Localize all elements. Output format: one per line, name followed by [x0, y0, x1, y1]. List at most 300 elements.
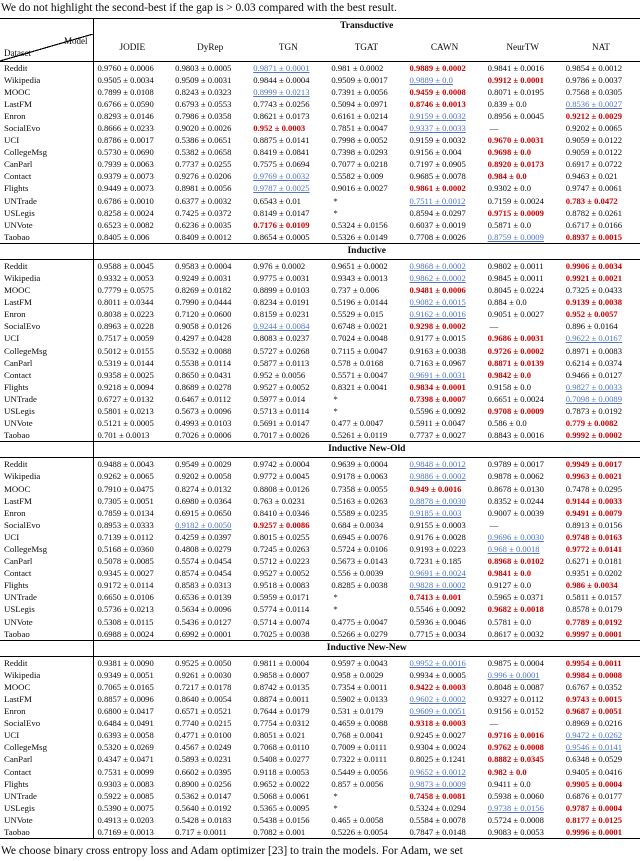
- table-row: [0, 814, 640, 826]
- table-row: [0, 74, 640, 86]
- table-row: [0, 86, 640, 98]
- result-cell: 0.7511 ± 0.0012: [409, 195, 466, 206]
- dataset-label: Reddit: [0, 61, 93, 74]
- dataset-label: CollegeMsg: [0, 146, 93, 158]
- result-cell: 0.9687 ± 0.0051: [565, 706, 623, 717]
- result-cell: 0.9868 ± 0.0002: [409, 260, 466, 271]
- result-cell: *: [333, 406, 338, 417]
- result-cell: 0.7779 ± 0.0575: [97, 285, 154, 296]
- result-cell: 0.9381 ± 0.0090: [97, 657, 154, 668]
- result-cell: 0.5382 ± 0.0658: [175, 147, 232, 158]
- result-cell: 0.717 ± 0.0011: [171, 826, 249, 839]
- result-cell: 0.8953 ± 0.0333: [97, 519, 154, 530]
- result-cell: 0.7754 ± 0.0312: [253, 718, 310, 729]
- dataset-label: Flights: [0, 778, 93, 790]
- result-cell: 0.5168 ± 0.0360: [97, 543, 154, 554]
- table-row: [0, 110, 640, 122]
- result-cell: 0.5582 ± 0.009: [331, 171, 384, 182]
- result-cell: 0.9527 ± 0.0052: [253, 381, 310, 392]
- result-cell: 0.7082 ± 0.001: [249, 826, 327, 839]
- dataset-label: Flights: [0, 381, 93, 393]
- result-cell: 0.9185 ± 0.003: [409, 507, 462, 518]
- result-cell: 0.9527 ± 0.0052: [253, 568, 310, 579]
- result-cell: 0.9358 ± 0.0025: [97, 369, 154, 380]
- result-cell: 0.7939 ± 0.0063: [97, 159, 154, 170]
- result-cell: 0.8243 ± 0.0323: [175, 86, 232, 97]
- result-cell: 0.7398 ± 0.0007: [409, 393, 466, 404]
- result-cell: 0.9772 ± 0.0045: [253, 471, 310, 482]
- result-cell: 0.9159 ± 0.0032: [409, 135, 466, 146]
- result-cell: 0.5436 ± 0.0127: [175, 616, 232, 627]
- result-cell: 0.9841 ± 0.0016: [487, 62, 544, 73]
- result-cell: 0.9261 ± 0.0030: [175, 669, 232, 680]
- dataset-label: UNVote: [0, 814, 93, 826]
- corner-model-label: Model: [64, 36, 88, 46]
- result-cell: 0.531 ± 0.0179: [331, 706, 384, 717]
- table-row: [0, 417, 640, 429]
- result-cell: 0.5529 ± 0.015: [331, 309, 384, 320]
- result-cell: 0.7169 ± 0.0013: [93, 826, 171, 839]
- result-cell: 0.9652 ± 0.0012: [409, 766, 466, 777]
- result-cell: 0.477 ± 0.0047: [331, 418, 384, 429]
- result-cell: 0.5390 ± 0.0075: [97, 802, 154, 813]
- result-cell: 0.7068 ± 0.0110: [253, 742, 310, 753]
- result-cell: 0.9743 ± 0.0015: [565, 694, 623, 704]
- table-row: [0, 98, 640, 110]
- result-cell: 0.982 ± 0.0: [487, 766, 527, 777]
- table-row: [0, 591, 640, 603]
- result-cell: 0.9332 ± 0.0053: [97, 273, 154, 283]
- result-cell: 0.9509 ± 0.0031: [175, 74, 232, 85]
- table-row: [0, 483, 640, 495]
- result-cell: 0.6992 ± 0.0001: [175, 628, 232, 639]
- result-cell: 0.5714 ± 0.0074: [253, 616, 310, 627]
- result-cell: 0.8920 ± 0.0173: [487, 159, 544, 170]
- dataset-label: Enron: [0, 110, 93, 122]
- result-cell: 0.7990 ± 0.0444: [175, 297, 232, 308]
- result-cell: 0.9984 ± 0.0008: [565, 669, 623, 680]
- result-cell: 0.6467 ± 0.0112: [175, 393, 232, 404]
- dataset-label: MOOC: [0, 86, 93, 98]
- table-row: [0, 284, 640, 296]
- result-cell: 0.8913 ± 0.0156: [565, 519, 623, 530]
- result-cell: 0.5730 ± 0.0690: [97, 147, 154, 158]
- result-cell: 0.9652 ± 0.0022: [253, 778, 310, 789]
- result-cell: 0.857 ± 0.0056: [331, 778, 384, 789]
- dataset-label: SocialEvo: [0, 320, 93, 332]
- result-cell: 0.9963 ± 0.0021: [565, 471, 623, 482]
- result-cell: 0.8405 ± 0.006: [97, 231, 150, 242]
- result-cell: 0.8015 ± 0.0255: [253, 531, 310, 542]
- dataset-label: UCI: [0, 729, 93, 741]
- result-cell: 0.5266 ± 0.0279: [331, 628, 388, 639]
- result-cell: 0.4259 ± 0.0397: [175, 531, 232, 542]
- dataset-label: Contact: [0, 567, 93, 579]
- result-cell: 0.958 ± 0.0029: [331, 669, 384, 680]
- result-cell: 0.7391 ± 0.0056: [331, 86, 388, 97]
- result-cell: 0.7708 ± 0.0026: [409, 231, 466, 242]
- result-cell: *: [333, 195, 338, 206]
- result-cell: 0.4808 ± 0.0279: [175, 543, 232, 554]
- result-cell: 0.9178 ± 0.0063: [331, 471, 388, 482]
- model-header-tgat: TGAT: [327, 34, 405, 61]
- result-cell: 0.8678 ± 0.0130: [487, 483, 544, 494]
- result-cell: 0.8900 ± 0.0256: [175, 778, 232, 789]
- result-cell: 0.7009 ± 0.0111: [331, 742, 388, 753]
- band-spacer: [0, 442, 93, 458]
- result-cell: 0.7231 ± 0.185: [409, 556, 462, 567]
- result-cell: 0.8759 ± 0.0009: [487, 231, 544, 242]
- result-cell: 0.9842 ± 0.0: [487, 369, 532, 380]
- result-cell: 0.9905 ± 0.0004: [565, 778, 623, 789]
- result-cell: 0.8293 ± 0.0146: [97, 110, 154, 121]
- result-cell: 0.9602 ± 0.0002: [409, 694, 466, 704]
- result-cell: 0.9748 ± 0.0163: [565, 531, 623, 542]
- result-cell: 0.6037 ± 0.0019: [409, 219, 466, 230]
- model-header-dyrep: DyRep: [171, 34, 249, 61]
- result-cell: 0.6727 ± 0.0132: [97, 393, 154, 404]
- result-cell: 0.7322 ± 0.0111: [331, 754, 388, 765]
- result-cell: 0.7531 ± 0.0099: [97, 766, 154, 777]
- result-cell: 0.8083 ± 0.0237: [253, 333, 310, 344]
- result-cell: 0.8882 ± 0.0345: [487, 754, 544, 765]
- result-cell: 0.9921 ± 0.0021: [565, 273, 623, 283]
- table-caption-top: We do not highlight the second-best if the gap is > 0.03 compared with the best result.: [1, 2, 397, 14]
- table-row: [0, 555, 640, 567]
- result-cell: 0.8258 ± 0.0024: [97, 207, 154, 218]
- result-cell: 0.9343 ± 0.0013: [331, 273, 388, 283]
- result-cell: 0.5801 ± 0.0213: [97, 406, 154, 417]
- result-cell: 0.9854 ± 0.0012: [565, 62, 623, 73]
- result-cell: 0.5326 ± 0.0149: [331, 231, 388, 242]
- result-cell: 0.8746 ± 0.0013: [409, 98, 466, 109]
- result-cell: 0.9059 ± 0.0122: [565, 135, 623, 146]
- dataset-label: UCI: [0, 332, 93, 344]
- result-cell: 0.783 ± 0.0472: [565, 195, 618, 206]
- result-cell: 0.7740 ± 0.0215: [175, 718, 232, 729]
- band-spacer: [0, 243, 93, 259]
- result-cell: 0.9747 ± 0.0061: [565, 183, 623, 194]
- result-cell: 0.5362 ± 0.0147: [175, 790, 232, 801]
- result-cell: 0.5902 ± 0.0133: [331, 694, 388, 704]
- result-cell: 0.9786 ± 0.0037: [565, 74, 623, 85]
- dataset-label: Flights: [0, 579, 93, 591]
- result-cell: *: [333, 790, 338, 801]
- result-cell: 0.5713 ± 0.0114: [253, 406, 310, 417]
- section-title: Inductive New-Old: [93, 442, 640, 458]
- dataset-model-corner: [0, 34, 93, 61]
- result-cell: 0.5365 ± 0.0095: [253, 802, 310, 813]
- result-cell: 0.5584 ± 0.0078: [409, 814, 466, 825]
- result-cell: 0.9163 ± 0.0038: [409, 345, 466, 356]
- result-cell: 0.9481 ± 0.0006: [409, 285, 466, 296]
- dataset-label: Contact: [0, 369, 93, 381]
- result-cell: 0.6236 ± 0.0035: [175, 219, 232, 230]
- result-cell: 0.9318 ± 0.0003: [409, 718, 466, 729]
- result-cell: 0.7217 ± 0.0178: [175, 681, 232, 692]
- result-cell: 0.5324 ± 0.0156: [331, 219, 388, 230]
- result-cell: 0.9597 ± 0.0043: [331, 657, 388, 668]
- result-cell: 0.9682 ± 0.0018: [487, 604, 544, 615]
- result-cell: 0.8048 ± 0.0087: [487, 681, 544, 692]
- result-cell: 0.6161 ± 0.0214: [331, 110, 388, 121]
- result-cell: 0.7458 ± 0.0081: [409, 790, 466, 801]
- table-row: [0, 495, 640, 507]
- result-cell: 0.952 ± 0.0003: [253, 122, 306, 133]
- result-cell: 0.6748 ± 0.0021: [331, 321, 388, 332]
- result-cell: 0.8038 ± 0.0223: [97, 309, 154, 320]
- result-cell: 0.8871 ± 0.0139: [487, 357, 544, 368]
- result-cell: 0.8808 ± 0.0126: [253, 483, 310, 494]
- result-cell: 0.7998 ± 0.0052: [331, 135, 388, 146]
- result-cell: 0.5094 ± 0.0971: [331, 98, 388, 109]
- dataset-label: Enron: [0, 705, 93, 717]
- result-cell: 0.8875 ± 0.0141: [253, 135, 310, 146]
- result-cell: —: [489, 122, 499, 133]
- result-cell: 0.9708 ± 0.0009: [487, 406, 544, 417]
- result-cell: 0.9298 ± 0.0002: [409, 321, 466, 332]
- result-cell: 0.5571 ± 0.0047: [331, 369, 388, 380]
- result-cell: 0.8899 ± 0.0103: [253, 285, 310, 296]
- result-cell: 0.7325 ± 0.0433: [565, 285, 623, 296]
- table-row: [0, 628, 640, 641]
- result-cell: 0.5724 ± 0.0008: [487, 814, 544, 825]
- result-cell: 0.5449 ± 0.0056: [331, 766, 388, 777]
- table-row: [0, 122, 640, 134]
- result-cell: 0.9738 ± 0.0156: [487, 802, 544, 813]
- result-cell: 0.8274 ± 0.0132: [175, 483, 232, 494]
- result-cell: 0.8742 ± 0.0135: [253, 681, 310, 692]
- result-cell: 0.8071 ± 0.0195: [487, 86, 544, 97]
- table-row: [0, 458, 640, 471]
- result-cell: 0.7859 ± 0.0134: [97, 507, 154, 518]
- result-cell: 0.9118 ± 0.0053: [253, 766, 310, 777]
- table-row: [0, 753, 640, 765]
- result-cell: 0.5438 ± 0.0156: [253, 814, 310, 825]
- result-cell: 0.9257 ± 0.0086: [253, 519, 310, 530]
- result-cell: 0.5546 ± 0.0092: [409, 604, 466, 615]
- table-row: [0, 357, 640, 369]
- dataset-label: MOOC: [0, 681, 93, 693]
- result-cell: 0.9007 ± 0.0039: [487, 507, 544, 518]
- model-header-row: [0, 34, 640, 61]
- result-cell: 0.9802 ± 0.0011: [487, 260, 544, 271]
- dataset-label: CanParl: [0, 753, 93, 765]
- result-cell: 0.9302 ± 0.0: [487, 183, 532, 194]
- dataset-label: USLegis: [0, 405, 93, 417]
- result-cell: 0.9775 ± 0.0031: [253, 273, 310, 283]
- model-header-cawn: CAWN: [406, 34, 484, 61]
- dataset-label: Contact: [0, 766, 93, 778]
- result-cell: 0.9463 ± 0.021: [565, 171, 618, 182]
- result-cell: 0.8269 ± 0.0182: [175, 285, 232, 296]
- result-cell: 0.8321 ± 0.0041: [331, 381, 388, 392]
- result-cell: 0.9886 ± 0.0002: [409, 471, 466, 482]
- result-cell: 0.8025 ± 0.1241: [409, 754, 466, 765]
- result-cell: 0.5736 ± 0.0213: [97, 604, 154, 615]
- result-cell: 0.5589 ± 0.0235: [331, 507, 388, 518]
- result-cell: 0.5911 ± 0.0047: [409, 418, 466, 429]
- table-row: [0, 231, 640, 244]
- result-cell: 0.9159 ± 0.0032: [409, 110, 466, 121]
- table-row: [0, 259, 640, 272]
- result-cell: 0.7120 ± 0.0600: [175, 309, 232, 320]
- result-cell: 0.9861 ± 0.0002: [409, 183, 466, 194]
- result-cell: 0.701 ± 0.0013: [97, 430, 150, 441]
- dataset-label: MOOC: [0, 284, 93, 296]
- table-row: [0, 207, 640, 219]
- result-cell: —: [489, 321, 499, 332]
- result-cell: 0.763 ± 0.0231: [253, 495, 306, 506]
- dataset-label: CollegeMsg: [0, 741, 93, 753]
- result-cell: 0.9845 ± 0.0011: [487, 273, 544, 283]
- result-cell: —: [489, 519, 499, 530]
- result-cell: 0.7025 ± 0.0038: [253, 628, 310, 639]
- model-header-jodie: JODIE: [93, 34, 171, 61]
- dataset-label: Enron: [0, 507, 93, 519]
- result-cell: 0.7024 ± 0.0048: [331, 333, 388, 344]
- result-cell: 0.9202 ± 0.0065: [565, 122, 623, 133]
- result-cell: 0.9992 ± 0.0002: [565, 430, 623, 441]
- table-row: [0, 741, 640, 753]
- dataset-label: Wikipedia: [0, 470, 93, 482]
- result-cell: 0.5163 ± 0.0263: [331, 495, 388, 506]
- result-cell: 0.9715 ± 0.0009: [487, 207, 544, 218]
- result-cell: 0.7847 ± 0.0148: [406, 826, 484, 839]
- table-row: [0, 308, 640, 320]
- result-cell: 0.6717 ± 0.0166: [565, 219, 623, 230]
- result-cell: 0.5308 ± 0.0115: [97, 616, 154, 627]
- result-cell: 0.8969 ± 0.0216: [565, 718, 623, 729]
- result-cell: 0.5324 ± 0.0294: [409, 802, 466, 813]
- result-cell: 0.8843 ± 0.0016: [487, 430, 544, 441]
- table-row: [0, 393, 640, 405]
- dataset-label: LastFM: [0, 296, 93, 308]
- result-cell: 0.8786 ± 0.0017: [97, 135, 154, 146]
- table-row: [0, 567, 640, 579]
- result-cell: 0.7743 ± 0.0256: [253, 98, 310, 109]
- result-cell: 0.9912 ± 0.0001: [487, 74, 544, 85]
- result-cell: 0.9762 ± 0.0008: [487, 742, 544, 753]
- result-cell: 0.9639 ± 0.0004: [331, 459, 388, 470]
- result-cell: *: [333, 393, 338, 404]
- band-spacer: [0, 19, 93, 35]
- result-cell: 0.9696 ± 0.0030: [487, 531, 544, 542]
- result-cell: 0.8971 ± 0.0083: [565, 345, 623, 356]
- result-cell: 0.9549 ± 0.0029: [175, 459, 232, 470]
- table-row: [0, 669, 640, 681]
- result-cell: 0.7737 ± 0.0255: [175, 159, 232, 170]
- dataset-label: LastFM: [0, 693, 93, 705]
- table-row: [0, 369, 640, 381]
- result-cell: 0.9525 ± 0.0050: [175, 657, 232, 668]
- result-cell: 0.9760 ± 0.0006: [97, 62, 154, 73]
- result-cell: 0.9491 ± 0.0079: [565, 507, 623, 518]
- results-table: [0, 18, 640, 839]
- result-cell: 0.5959 ± 0.0171: [253, 592, 310, 603]
- table-row: [0, 826, 640, 839]
- dataset-label: USLegis: [0, 207, 93, 219]
- result-cell: 0.6377 ± 0.0032: [175, 195, 232, 206]
- result-cell: 0.5078 ± 0.0085: [97, 556, 154, 567]
- result-cell: 0.6945 ± 0.0076: [331, 531, 388, 542]
- band-spacer: [0, 640, 93, 656]
- result-cell: 0.578 ± 0.0168: [331, 357, 384, 368]
- table-row: [0, 158, 640, 170]
- result-cell: 0.7413 ± 0.001: [409, 592, 462, 603]
- result-cell: 0.9787 ± 0.0025: [253, 183, 310, 194]
- result-cell: 0.9016 ± 0.0027: [331, 183, 388, 194]
- result-cell: 0.981 ± 0.0002: [331, 62, 384, 73]
- result-cell: 0.6571 ± 0.0521: [175, 706, 232, 717]
- result-cell: *: [333, 592, 338, 603]
- table-row: [0, 705, 640, 717]
- result-cell: 0.7245 ± 0.0263: [253, 543, 310, 554]
- result-cell: 0.8578 ± 0.0179: [565, 604, 623, 615]
- result-cell: 0.9182 ± 0.0050: [175, 519, 232, 530]
- result-cell: 0.8963 ± 0.0228: [97, 321, 154, 332]
- result-cell: 0.7026 ± 0.0006: [175, 430, 232, 441]
- result-cell: 0.9789 ± 0.0017: [487, 459, 544, 470]
- dataset-label: UNTrade: [0, 591, 93, 603]
- result-cell: *: [333, 207, 338, 218]
- result-cell: 0.9742 ± 0.0004: [253, 459, 310, 470]
- table-row: [0, 405, 640, 417]
- result-cell: 0.5922 ± 0.0085: [97, 790, 154, 801]
- result-cell: 0.7789 ± 0.0192: [565, 616, 623, 627]
- table-row: [0, 656, 640, 669]
- result-cell: 0.9405 ± 0.0416: [565, 766, 623, 777]
- result-cell: 0.9685 ± 0.0078: [409, 171, 466, 182]
- table-row: [0, 146, 640, 158]
- result-cell: 0.5727 ± 0.0268: [253, 345, 310, 356]
- result-cell: 0.6393 ± 0.0058: [97, 730, 154, 741]
- result-cell: 0.7098 ± 0.0089: [565, 393, 623, 404]
- table-row: [0, 381, 640, 393]
- result-cell: 0.7197 ± 0.0905: [409, 159, 466, 170]
- result-cell: 0.5774 ± 0.0114: [253, 604, 310, 615]
- table-row: [0, 429, 640, 442]
- result-cell: 0.8159 ± 0.0231: [253, 309, 310, 320]
- model-header-neurtw: NeurTW: [484, 34, 562, 61]
- result-cell: 0.9841 ± 0.0: [487, 568, 532, 579]
- result-cell: 0.9244 ± 0.0084: [253, 321, 310, 332]
- result-cell: 0.9304 ± 0.0024: [409, 742, 466, 753]
- result-cell: 0.5936 ± 0.0046: [409, 616, 466, 627]
- result-cell: 0.9193 ± 0.0223: [409, 543, 466, 554]
- result-cell: 0.9828 ± 0.0002: [409, 580, 466, 591]
- result-cell: 0.9691 ± 0.0031: [409, 369, 466, 380]
- result-cell: 0.9906 ± 0.0034: [565, 260, 623, 271]
- table-row: [0, 616, 640, 628]
- result-cell: 0.9889 ± 0.0002: [409, 62, 466, 73]
- result-cell: 0.9858 ± 0.0007: [253, 669, 310, 680]
- result-cell: 0.5386 ± 0.0651: [175, 135, 232, 146]
- result-cell: 0.949 ± 0.0016: [409, 483, 462, 494]
- result-cell: 0.8650 ± 0.0431: [175, 369, 232, 380]
- result-cell: 0.4567 ± 0.0249: [175, 742, 232, 753]
- result-cell: 0.5634 ± 0.0096: [175, 604, 232, 615]
- table-row: [0, 778, 640, 790]
- result-cell: 0.7176 ± 0.0109: [253, 219, 310, 230]
- result-cell: 0.9202 ± 0.0058: [175, 471, 232, 482]
- result-cell: 0.7358 ± 0.0055: [331, 483, 388, 494]
- result-cell: 0.5226 ± 0.0054: [327, 826, 405, 839]
- result-cell: 0.9875 ± 0.0004: [487, 657, 544, 668]
- result-cell: 0.6800 ± 0.0417: [97, 706, 154, 717]
- result-cell: 0.4913 ± 0.0203: [97, 814, 154, 825]
- result-cell: 0.5596 ± 0.0092: [409, 406, 466, 417]
